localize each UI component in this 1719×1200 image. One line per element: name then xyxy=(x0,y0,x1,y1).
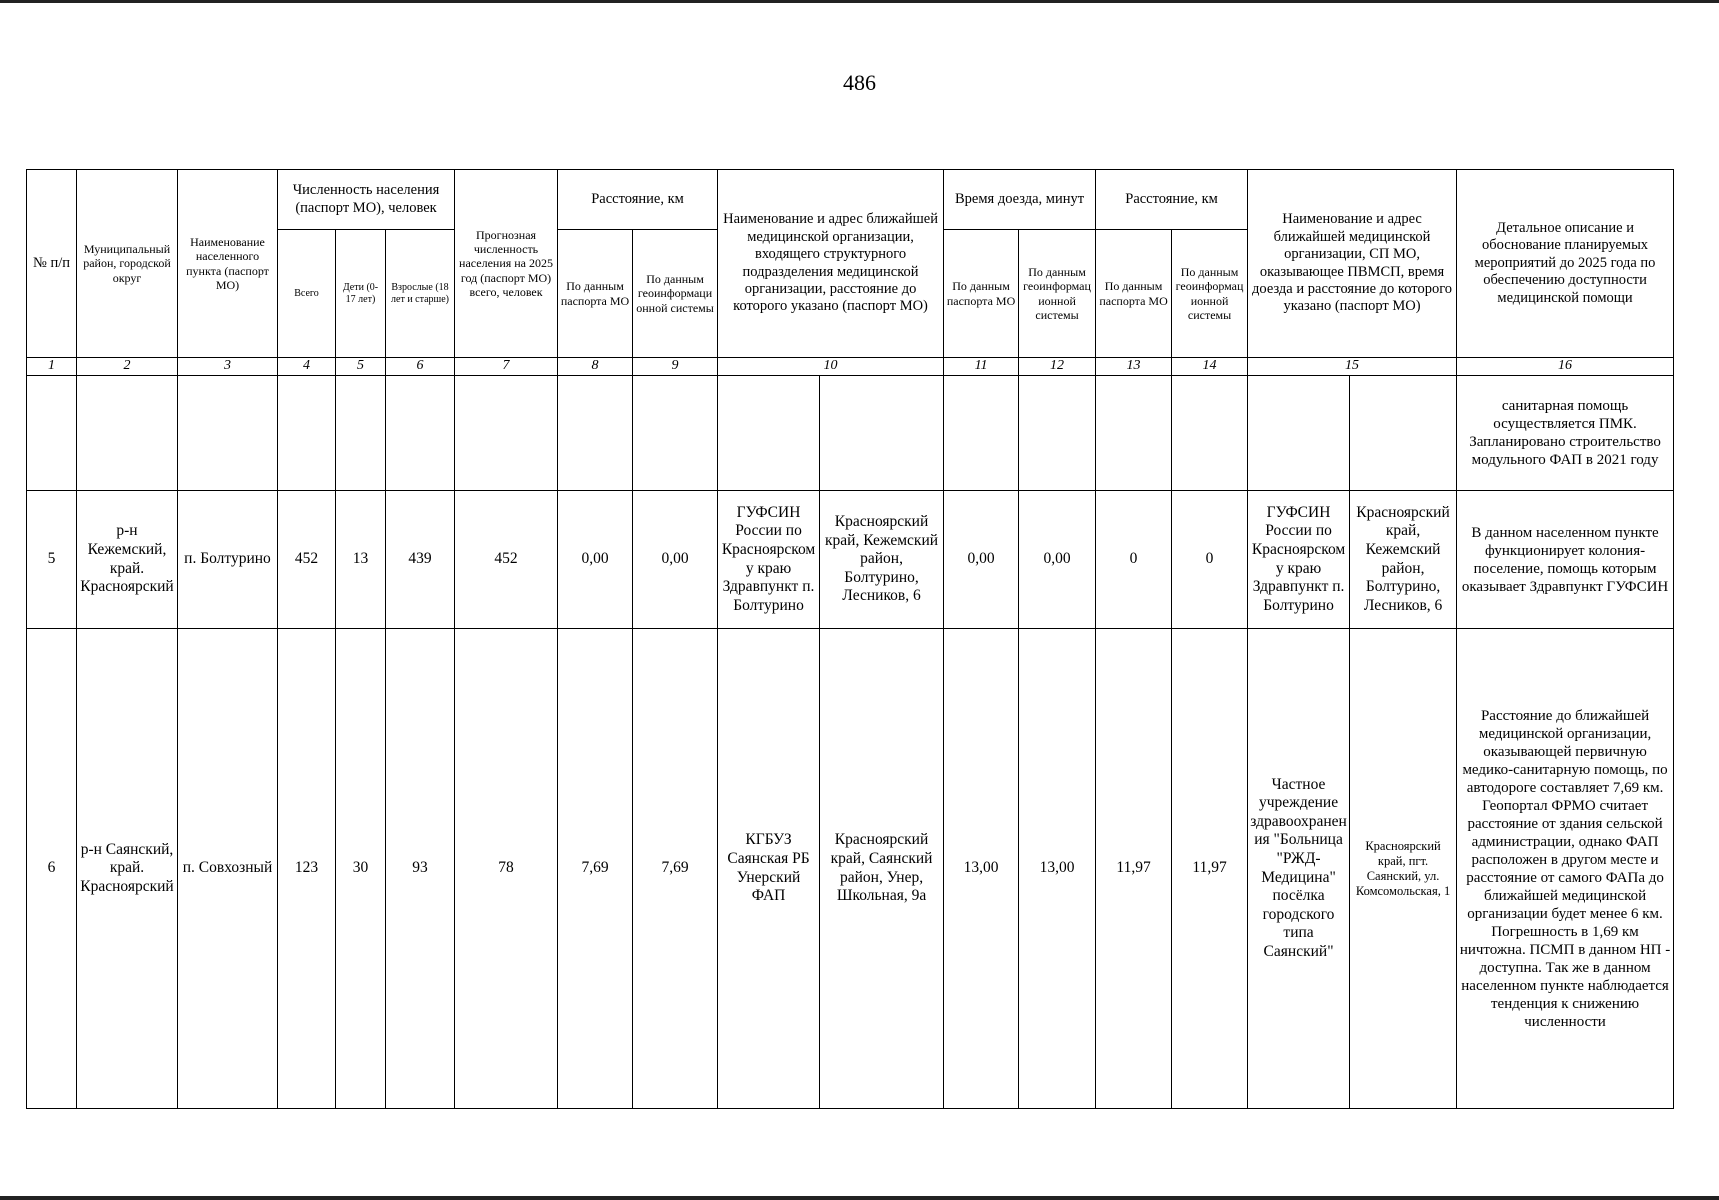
column-number: 11 xyxy=(944,358,1019,376)
header-forecast: Прогнозная численность населения на 2025 год (паспорт МО) всего, человек xyxy=(455,170,558,358)
bottom-border-line xyxy=(0,1196,1719,1200)
cell-adults xyxy=(386,376,455,491)
cell-time-gis: 0,00 xyxy=(1019,491,1096,629)
cell-pvmsp-address xyxy=(1350,376,1457,491)
table-row xyxy=(27,629,1674,1109)
cell-mo-address: Красноярский край, Кежемский район, Болтурино, Лесников, 6 xyxy=(820,491,944,629)
column-number: 15 xyxy=(1248,358,1457,376)
cell-adults: 93 xyxy=(386,629,455,1109)
cell-settlement xyxy=(178,376,278,491)
header-population-group: Численность населения (паспорт МО), человек xyxy=(278,170,455,230)
cell-district: р-н Саянский, край. Красноярский xyxy=(77,629,178,1109)
top-border-line xyxy=(0,0,1719,3)
column-number: 13 xyxy=(1096,358,1172,376)
cell-dist-gis xyxy=(633,376,718,491)
column-number: 7 xyxy=(455,358,558,376)
page-number: 486 xyxy=(843,70,876,95)
cell-dist2-gis xyxy=(1172,376,1248,491)
cell-forecast xyxy=(455,376,558,491)
cell-pvmsp-name xyxy=(1248,376,1350,491)
header-settlement: Наименование населенного пункта (паспорт МО) xyxy=(178,170,278,358)
cell-mo-address xyxy=(820,376,944,491)
cell-total xyxy=(278,376,336,491)
column-number: 4 xyxy=(278,358,336,376)
column-number: 12 xyxy=(1019,358,1096,376)
column-number: 16 xyxy=(1457,358,1674,376)
header-distance-group-1: Расстояние, км xyxy=(558,170,718,230)
header-dist2-passport: По данным паспорта МО xyxy=(1096,230,1172,358)
cell-description: В данном населенном пункте функционирует колония-поселение, помощь которым оказывает Здравпункт ГУФСИН xyxy=(1457,491,1674,629)
table-row xyxy=(27,491,1674,629)
column-number: 10 xyxy=(718,358,944,376)
cell-settlement: п. Совхозный xyxy=(178,629,278,1109)
cell-district xyxy=(77,376,178,491)
header-dist-passport: По данным паспорта МО xyxy=(558,230,633,358)
cell-dist2-gis: 11,97 xyxy=(1172,629,1248,1109)
cell-mo-address: Красноярский край, Саянский район, Унер, Школьная, 9а xyxy=(820,629,944,1109)
column-number: 3 xyxy=(178,358,278,376)
header-dist2-gis: По данным геоинформационной системы xyxy=(1172,230,1248,358)
cell-dist2-passport: 11,97 xyxy=(1096,629,1172,1109)
cell-adults: 439 xyxy=(386,491,455,629)
cell-num: 6 xyxy=(27,629,77,1109)
header-time-gis: По данным геоинформационной системы xyxy=(1019,230,1096,358)
cell-forecast: 78 xyxy=(455,629,558,1109)
cell-children: 30 xyxy=(336,629,386,1109)
cell-forecast: 452 xyxy=(455,491,558,629)
column-number: 1 xyxy=(27,358,77,376)
cell-district: р-н Кежемский, край. Красноярский xyxy=(77,491,178,629)
header-time-passport: По данным паспорта МО xyxy=(944,230,1019,358)
header-time-group: Время доезда, минут xyxy=(944,170,1096,230)
cell-dist2-passport: 0 xyxy=(1096,491,1172,629)
cell-dist-gis: 0,00 xyxy=(633,491,718,629)
column-number: 9 xyxy=(633,358,718,376)
cell-mo-name: КГБУЗ Саянская РБ Унерский ФАП xyxy=(718,629,820,1109)
cell-total: 123 xyxy=(278,629,336,1109)
cell-settlement: п. Болтурино xyxy=(178,491,278,629)
cell-children xyxy=(336,376,386,491)
cell-dist-passport xyxy=(558,376,633,491)
cell-time-passport xyxy=(944,376,1019,491)
cell-description: Расстояние до ближайшей медицинской организации, оказывающей первичную медико-санитарную помощь, по автодороге составляет 7,69 км. Геопортал ФРМО считает расстояние от здания сельской администрации, однако ФАП расположен в другом месте и расстояние от самого ФАПа до ближайшей медицинской организации будет менее 6 км. Погрешность в 1,69 км ничтожна. ПСМП в данном НП - доступна. Так же в данном населенном пункте наблюдается тенденция к снижению численности xyxy=(1457,629,1674,1109)
cell-pvmsp-address: Красноярский край, Кежемский район, Болтурино, Лесников, 6 xyxy=(1350,491,1457,629)
header-distance-group-2: Расстояние, км xyxy=(1096,170,1248,230)
cell-children: 13 xyxy=(336,491,386,629)
medical-access-table xyxy=(26,169,1674,1109)
header-num: № п/п xyxy=(27,170,77,358)
header-pvmsp-org: Наименование и адрес ближайшей медицинской организации, СП МО, оказывающее ПВМСП, время доезда и расстояние до которого указано (паспорт МО) xyxy=(1248,170,1457,358)
header-nearest-mo: Наименование и адрес ближайшей медицинской организации, входящего структурного подразделения медицинской организации, расстояние до которого указано (паспорт МО) xyxy=(718,170,944,358)
header-description: Детальное описание и обоснование планируемых мероприятий до 2025 года по обеспечению доступности медицинской помощи xyxy=(1457,170,1674,358)
header-adults: Взрослые (18 лет и старше) xyxy=(386,230,455,358)
column-number-row xyxy=(27,358,1674,376)
cell-num xyxy=(27,376,77,491)
cell-dist2-gis: 0 xyxy=(1172,491,1248,629)
header-district: Муниципальный район, городской округ xyxy=(77,170,178,358)
header-children: Дети (0-17 лет) xyxy=(336,230,386,358)
header-total: Всего xyxy=(278,230,336,358)
column-number: 6 xyxy=(386,358,455,376)
cell-dist-passport: 7,69 xyxy=(558,629,633,1109)
cell-mo-name xyxy=(718,376,820,491)
cell-description: санитарная помощь осуществляется ПМК. Запланировано строительство модульного ФАП в 2021 году xyxy=(1457,376,1674,491)
column-number: 8 xyxy=(558,358,633,376)
cell-mo-name: ГУФСИН России по Красноярскому краю Здравпункт п. Болтурино xyxy=(718,491,820,629)
column-number: 5 xyxy=(336,358,386,376)
column-number: 2 xyxy=(77,358,178,376)
cell-pvmsp-address: Красноярский край, пгт. Саянский, ул. Комсомольская, 1 xyxy=(1350,629,1457,1109)
cell-pvmsp-name: ГУФСИН России по Красноярскому краю Здравпункт п. Болтурино xyxy=(1248,491,1350,629)
cell-num: 5 xyxy=(27,491,77,629)
cell-dist2-passport xyxy=(1096,376,1172,491)
cell-total: 452 xyxy=(278,491,336,629)
cell-dist-passport: 0,00 xyxy=(558,491,633,629)
cell-time-passport: 13,00 xyxy=(944,629,1019,1109)
column-number: 14 xyxy=(1172,358,1248,376)
cell-pvmsp-name: Частное учреждение здравоохранения "Больница "РЖД-Медицина" посёлка городского типа Саянский" xyxy=(1248,629,1350,1109)
cell-time-passport: 0,00 xyxy=(944,491,1019,629)
cell-time-gis: 13,00 xyxy=(1019,629,1096,1109)
header-row-1 xyxy=(27,170,1674,230)
cell-dist-gis: 7,69 xyxy=(633,629,718,1109)
table-row xyxy=(27,376,1674,491)
header-dist-gis: По данным геоинформационной системы xyxy=(633,230,718,358)
cell-time-gis xyxy=(1019,376,1096,491)
